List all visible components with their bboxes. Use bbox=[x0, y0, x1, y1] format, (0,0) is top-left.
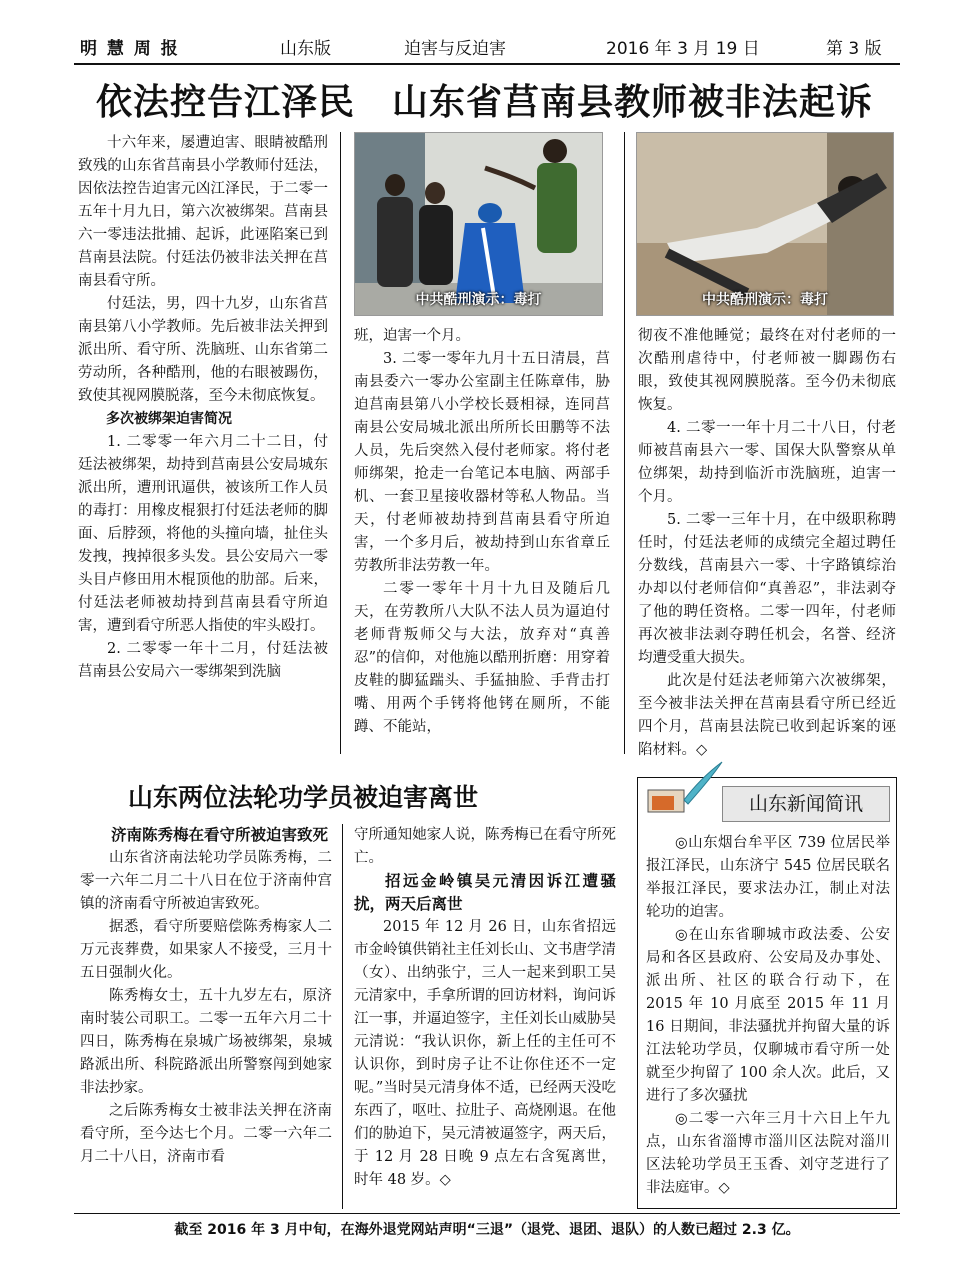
paragraph: 5. 二零一三年十月，在中级职称聘任时，付廷法老师的成绩完全超过聘任分数线，莒南县六一零、十字路镇综治办却以付老师信仰“真善忍”，非法剥夺了他的聘任资格。二零一四年，付老师再次被非法剥夺聘任机会，名誉、经济均遭受重大损失。 bbox=[638, 512, 896, 666]
issue-date: 2016 年 3 月 19 日 bbox=[606, 39, 760, 59]
photo-illustration bbox=[355, 133, 602, 315]
article1-column1 bbox=[78, 132, 328, 684]
paragraph: 之后陈秀梅女士被非法关押在济南看守所，至今达七个月。二零一六年二月二十八日，济南市看 bbox=[80, 1103, 332, 1165]
paragraph: 班，迫害一个月。 bbox=[354, 328, 470, 344]
news-box-body bbox=[646, 832, 890, 1200]
article2-column1 bbox=[80, 824, 332, 1169]
paragraph: 彻夜不准他睡觉；最终在对付老师的一次酷刑虐待中，付老师被一脚踢伤右眼，致使其视网膜脱落。至今仍未彻底恢复。 bbox=[638, 328, 896, 413]
paragraph: 1. 二零零一年六月二十二日，付廷法被绑架，劫持到莒南县公安局城东派出所，遭刑讯逼供，被该所工作人员的毒打：用橡皮棍狠打付廷法老师的脚面、后脖颈，将他的头撞向墙，扯住头发拽，拽掉很多头发。县公安局六一零头目卢修田用木棍顶他的肋部。后来，付廷法老师被劫持到莒南县看守所迫害，遭到看守所恶人指使的牢头殴打。 bbox=[78, 434, 328, 634]
story-title: 招远金岭镇吴元清因诉江遭骚扰，两天后离世 bbox=[354, 872, 616, 913]
masthead bbox=[78, 30, 898, 60]
column-divider bbox=[624, 132, 625, 754]
column-divider bbox=[342, 824, 343, 1209]
paragraph: 二零一零年十月十九日及随后几天，在劳教所八大队不法人员为逼迫付老师背叛师父与大法，放弃对“真善忍”的信仰，对他施以酷刑折磨：用穿着皮鞋的脚猛踹头、手猛抽脸、手背击打嘴、用两个手铐将他铐在厕所，不能蹲、不能站， bbox=[354, 581, 610, 735]
paragraph: 付廷法，男，四十九岁，山东省莒南县第八小学教师。先后被非法关押到派出所、看守所、洗脑班、山东省第二劳动所，各种酷刑，他的右眼被踢伤，致使其视网膜脱落，至今未彻底恢复。 bbox=[78, 296, 328, 404]
paragraph: 2015 年 12 月 26 日，山东省招远市金岭镇供销社主任刘长山、文书唐学清（女）、出纳张宁，三人一起来到职工吴元清家中，手拿所谓的回访材料，询问诉江一事，并逼迫签字，主任刘长山威胁吴元清说：“我认识你，新上任的主任可不认识你，到时房子让不让你住还不一定呢。”当时吴元清身体不适，已经两天没吃东西了，呕吐、拉肚子、高烧刚退。在他们的胁迫下，吴元清被逼签字，两天后，于 12 月 28 日晚 9 点左右含冤离世，时年 48 岁。◇ bbox=[354, 919, 616, 1188]
paper-name: 明 慧 周 报 bbox=[80, 39, 180, 59]
paragraph: 山东省济南法轮功学员陈秀梅，二零一六年二月二十八日在位于济南仲宫镇的济南看守所被迫害致死。 bbox=[80, 850, 332, 912]
photo-illustration bbox=[637, 133, 893, 315]
main-headline: 依法控告江泽民 山东省莒南县教师被非法起诉 bbox=[96, 81, 874, 123]
torture-photo-1 bbox=[354, 132, 603, 316]
section-label: 迫害与反迫害 bbox=[404, 39, 506, 59]
article2-column2 bbox=[354, 824, 616, 1192]
paragraph: 守所通知她家人说，陈秀梅已在看守所死亡。 bbox=[354, 827, 616, 866]
edition-label: 山东版 bbox=[280, 39, 331, 59]
footer-note: 截至 2016 年 3 月中旬，在海外退党网站声明“三退”（退党、退团、退队）的人数已超过 2.3 亿。 bbox=[174, 1222, 800, 1238]
photo-caption: 中共酷刑演示：毒打 bbox=[702, 292, 828, 308]
photo-caption: 中共酷刑演示：毒打 bbox=[415, 292, 542, 308]
paragraph: 此次是付廷法老师第六次被绑架，至今被非法关押在莒南县看守所已经近四个月，莒南县法院已收到起诉案的诬陷材料。◇ bbox=[638, 673, 896, 758]
paragraph: 据悉，看守所要赔偿陈秀梅家人二万元丧葬费，如果家人不接受，三月十五日强制火化。 bbox=[80, 919, 332, 981]
news-item: ◎在山东省聊城市政法委、公安局和各区县政府、公安局及办事处、派出所、社区的联合行动下，在 2015 年 10 月底至 2015 年 11 月 16 日期间，非法骚扰并拘留大量的诉江法轮功学员，仅聊城市看守所一处就至少拘留了 100 余人次。此后，又进行了多次骚扰 bbox=[646, 927, 890, 1104]
news-item: ◎山东烟台牟平区 739 位居民举报江泽民，山东济宁 545 位居民联名举报江泽民，要求法办江，制止对法轮功的迫害。 bbox=[646, 835, 890, 920]
column-divider bbox=[340, 132, 341, 754]
torture-photo-2 bbox=[636, 132, 894, 316]
header-rule bbox=[74, 63, 900, 65]
article2-headline: 山东两位法轮功学员被迫害离世 bbox=[128, 783, 479, 812]
subheading: 多次被绑架迫害简况 bbox=[106, 411, 232, 427]
article1-column2 bbox=[354, 325, 610, 739]
page-number: 第 3 版 bbox=[826, 39, 882, 59]
news-box-title: 山东新闻简讯 bbox=[722, 786, 890, 822]
footer-rule bbox=[74, 1213, 900, 1214]
news-item: ◎二零一六年三月十六日上午九点，山东省淄博市淄川区法院对淄川区法轮功学员王玉香、刘守芝进行了非法庭审。◇ bbox=[646, 1111, 890, 1196]
article1-column3 bbox=[638, 325, 896, 762]
story-title: 济南陈秀梅在看守所被迫害致死 bbox=[111, 826, 329, 844]
paragraph: 十六年来，屡遭迫害、眼睛被酷刑致残的山东省莒南县小学教师付廷法，因依法控告迫害元凶江泽民，于二零一五年十月九日，第六次被绑架。莒南县六一零违法批捕、起诉，此诬陷案已到莒南县法院。付廷法仍被非法关押在莒南县看守所。 bbox=[78, 135, 328, 289]
quill-pen-icon bbox=[644, 760, 724, 820]
paragraph: 2. 二零零一年十二月，付廷法被莒南县公安局六一零绑架到洗脑 bbox=[78, 641, 328, 680]
paragraph: 3. 二零一零年九月十五日清晨，莒南县委六一零办公室副主任陈章伟，胁迫莒南县第八小学校长聂相禄，连同莒南县公安局城北派出所所长田鹏等不法人员，先后突然入侵付老师家。将付老师绑架，抢走一台笔记本电脑、两部手机、一套卫星接收器材等私人物品。当天，付老师被劫持到莒南县看守所迫害，一个多月后，被劫持到山东省章丘劳教所非法劳教一年。 bbox=[354, 351, 610, 574]
paragraph: 4. 二零一一年十月二十八日，付老师被莒南县六一零、国保大队警察从单位绑架，劫持到临沂市洗脑班，迫害一个月。 bbox=[638, 420, 896, 505]
paragraph: 陈秀梅女士，五十九岁左右，原济南时装公司职工。二零一五年六月二十四日，陈秀梅在泉城广场被绑架，泉城路派出所、科院路派出所警察闯到她家非法抄家。 bbox=[80, 988, 332, 1096]
news-brief-box bbox=[637, 777, 897, 1209]
